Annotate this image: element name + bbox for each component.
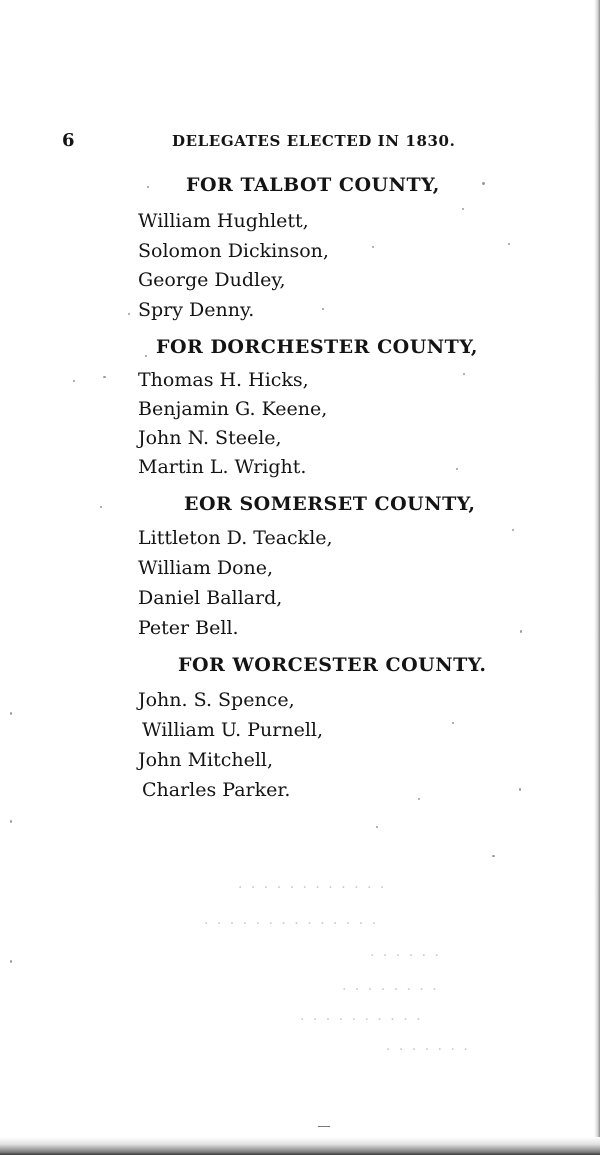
print-speck — [10, 820, 12, 823]
show-through-text: · · · · · · · · · · · · · · — [204, 916, 379, 932]
print-speck — [463, 373, 465, 375]
print-speck — [512, 529, 514, 531]
print-speck — [456, 468, 458, 470]
page-number: 6 — [62, 130, 75, 151]
delegate-name: George Dudley, — [138, 269, 286, 291]
print-speck — [147, 186, 149, 188]
print-speck — [482, 182, 485, 185]
county-heading-worcester: FOR WORCESTER COUNTY. — [178, 654, 487, 676]
delegate-name: Benjamin G. Keene, — [138, 398, 328, 420]
running-header: DELEGATES ELECTED IN 1830. — [172, 132, 456, 150]
county-heading-somerset: EOR SOMERSET COUNTY, — [184, 493, 476, 515]
print-speck — [145, 355, 147, 357]
page-edge-shadow — [594, 0, 600, 1155]
print-speck — [520, 630, 522, 633]
delegate-name: Martin L. Wright. — [138, 456, 307, 478]
show-through-text: · · · · · · · · — [342, 982, 439, 998]
county-heading-talbot: FOR TALBOT COUNTY, — [186, 174, 440, 196]
print-speck — [376, 826, 378, 828]
show-through-text: · · · · · · — [370, 948, 441, 964]
print-speck — [10, 712, 12, 715]
delegate-name: John Mitchell, — [138, 749, 274, 771]
delegate-name: Peter Bell. — [138, 617, 239, 639]
print-speck — [418, 798, 420, 800]
print-speck — [322, 308, 324, 310]
show-through-text: · · · · · · · · · · · · — [238, 880, 387, 896]
delegate-name: William Done, — [138, 557, 274, 579]
print-speck — [452, 722, 454, 724]
print-speck — [372, 246, 374, 248]
print-speck — [10, 960, 12, 963]
delegate-name: Littleton D. Teackle, — [138, 527, 333, 549]
show-through-text: · · · · · · · · · · — [300, 1012, 423, 1028]
delegate-name: William Hughlett, — [138, 210, 309, 232]
print-speck — [492, 855, 495, 857]
county-heading-dorchester: FOR DORCHESTER COUNTY, — [156, 336, 479, 358]
delegate-name: John. S. Spence, — [138, 689, 295, 711]
print-speck — [519, 788, 521, 791]
print-speck — [508, 243, 510, 245]
delegate-name: Charles Parker. — [142, 779, 291, 801]
delegate-name: Solomon Dickinson, — [138, 240, 329, 262]
delegate-name: Spry Denny. — [138, 299, 255, 321]
print-speck — [462, 208, 464, 210]
print-mark — [318, 1126, 330, 1127]
page-edge-shadow — [0, 1137, 600, 1155]
delegate-name: John N. Steele, — [138, 427, 282, 449]
show-through-text: · · · · · · · — [386, 1042, 470, 1058]
print-speck — [103, 376, 106, 378]
print-speck — [128, 313, 130, 315]
delegate-name: William U. Purnell, — [142, 719, 324, 741]
print-speck — [100, 506, 102, 508]
delegate-name: Daniel Ballard, — [138, 587, 283, 609]
delegate-name: Thomas H. Hicks, — [138, 369, 309, 391]
print-speck — [73, 380, 75, 382]
